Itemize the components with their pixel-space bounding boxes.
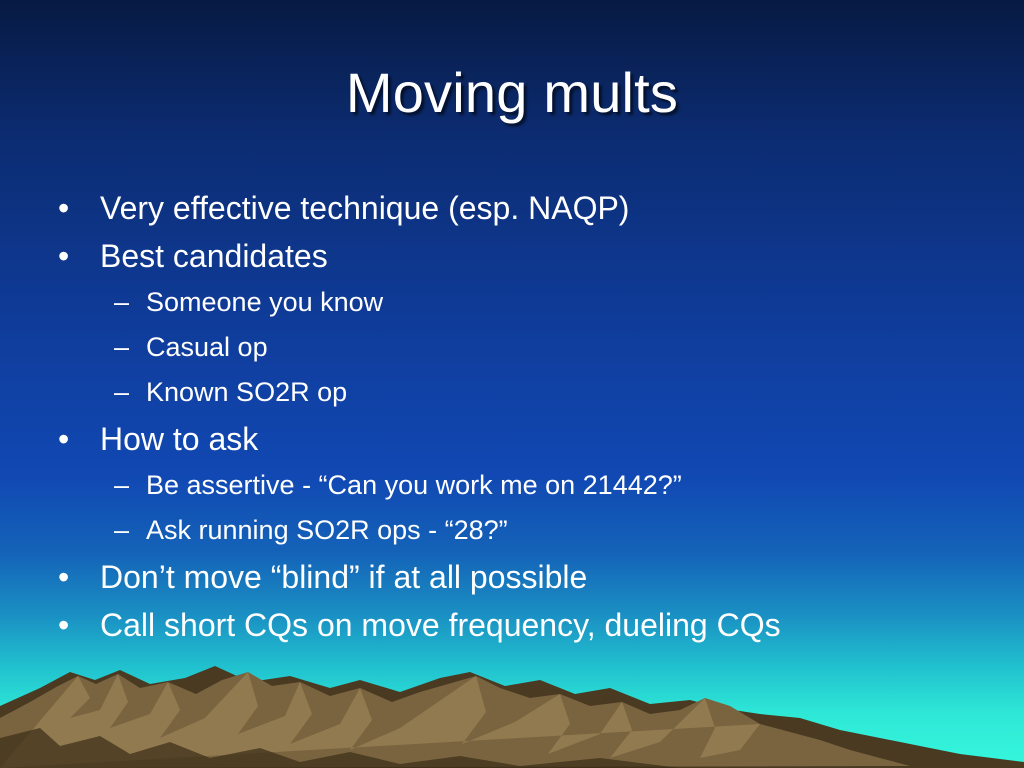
slide-bullet-list xyxy=(58,184,998,649)
sub-bullet-list xyxy=(58,280,998,415)
slide-title: Moving mults xyxy=(345,61,679,124)
sub-bullet-text: Someone you know xyxy=(146,287,384,317)
bullet-text: Best candidates xyxy=(100,238,328,274)
dash-glyph: – xyxy=(114,332,130,362)
bullet-text: Very effective technique (esp. NAQP) xyxy=(100,190,630,226)
bullet-item xyxy=(58,553,998,601)
bullet-item xyxy=(58,415,998,463)
sub-list-container xyxy=(58,463,998,553)
dash-glyph: – xyxy=(114,287,130,317)
bullet-glyph: • xyxy=(58,421,70,457)
bullet-text: Call short CQs on move frequency, dueling CQs xyxy=(100,607,781,643)
dash-glyph: – xyxy=(114,515,130,545)
bullet-glyph: • xyxy=(58,190,70,226)
sub-bullet-text: Known SO2R op xyxy=(146,377,348,407)
dash-glyph: – xyxy=(114,377,130,407)
bullet-glyph: • xyxy=(58,607,70,643)
sub-bullet-item xyxy=(58,325,998,370)
sub-bullet-item xyxy=(58,370,998,415)
mountain-landscape-decoration xyxy=(0,658,1024,768)
sub-bullet-text: Be assertive - “Can you work me on 21442?” xyxy=(146,470,682,500)
bullet-text: How to ask xyxy=(100,421,259,457)
dash-glyph: – xyxy=(114,470,130,500)
bullet-text: Don’t move “blind” if at all possible xyxy=(100,559,588,595)
sub-bullet-item xyxy=(58,280,998,325)
sub-bullet-item xyxy=(58,463,998,508)
sub-list-container xyxy=(58,280,998,415)
bullet-item xyxy=(58,232,998,280)
sub-bullet-text: Casual op xyxy=(146,332,268,362)
sub-bullet-text: Ask running SO2R ops - “28?” xyxy=(146,515,508,545)
bullet-item xyxy=(58,184,998,232)
bullet-glyph: • xyxy=(58,238,70,274)
sub-bullet-list xyxy=(58,463,998,553)
bullet-item xyxy=(58,601,998,649)
bullet-glyph: • xyxy=(58,559,70,595)
sub-bullet-item xyxy=(58,508,998,553)
